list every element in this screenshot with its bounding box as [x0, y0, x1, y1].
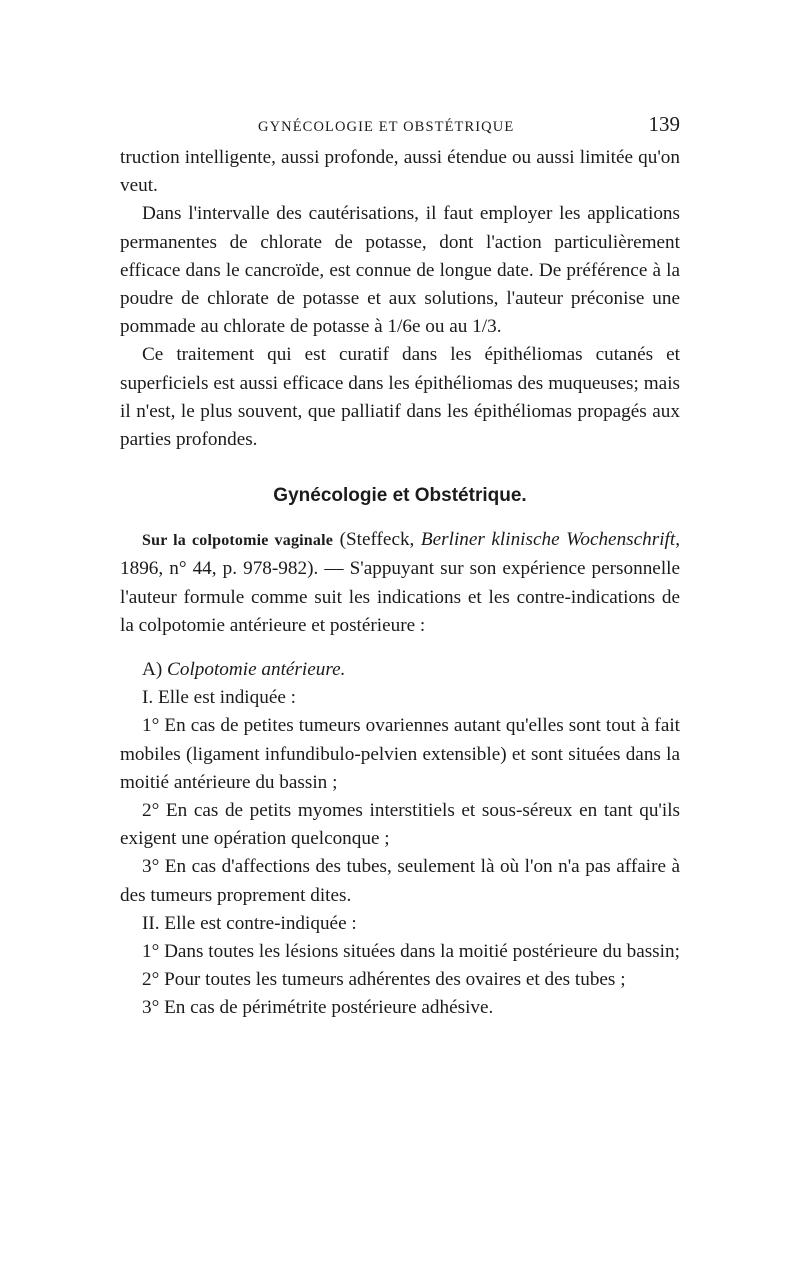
article-citation: , 1896, n° 44, p. 978-982). — S'appuyant sur son expérience personnelle l'auteur formule comme suit les indications et les contre-indications de la colpotomie antérieure et postérieure : — [120, 529, 681, 636]
subsection-a — [120, 656, 680, 684]
section-heading: Gynécologie et Obstétrique. — [273, 485, 527, 507]
subsection-a-title: Colpotomie antérieure. — [167, 659, 346, 681]
part2-item1: 1° Dans toutes les lésions situées dans la moitié postérieure du bassin; — [142, 941, 680, 963]
paragraph-cauterisations: Dans l'intervalle des cautérisations, il faut employer les applications permanentes de chlorate de potasse, dont l'action particulièrement efficace dans le cancroïde, est connue de longue date. De préférence à la poudre de chlorate de potasse et aux solutions, l'auteur préconise une pommade au chlorate de potasse à 1/6e ou au 1/3. — [120, 203, 680, 338]
part2-item3: 3° En cas de périmétrite postérieure adhésive. — [142, 997, 494, 1019]
part1-item2: 2° En cas de petits myomes interstitiels et sous-séreux en tant qu'ils exigent une opération quelconque ; — [120, 800, 680, 850]
article-title: Sur la colpotomie vaginale — [142, 532, 334, 550]
book-page — [120, 112, 680, 1023]
paragraph-traitement: Ce traitement qui est curatif dans les épithéliomas cutanés et superficiels est aussi efficace dans les épithéliomas des muqueuses; mais il n'est, le plus souvent, que palliatif dans les épithéliomas propagés aux parties profondes. — [120, 344, 680, 451]
article-intro — [120, 526, 680, 640]
paragraph-continuation: truction intelligente, aussi profonde, aussi étendue ou aussi limitée qu'on veut. — [120, 147, 680, 197]
article-author: (Steffeck, — [333, 529, 421, 551]
part1-item3: 3° En cas d'affections des tubes, seulement là où l'on n'a pas affaire à des tumeurs proprement dites. — [120, 856, 680, 906]
page-number: 139 — [648, 112, 680, 136]
article-journal: Berliner klinische Wochenschrift — [420, 529, 676, 551]
part1-item1: 1° En cas de petites tumeurs ovariennes autant qu'elles sont tout à fait mobiles (ligament infundibulo-pelvien extensible) et sont situées dans la moitié antérieure du bassin ; — [120, 715, 680, 793]
part2-item2: 2° Pour toutes les tumeurs adhérentes des ovaires et des tubes ; — [142, 969, 626, 991]
running-title: GYNÉCOLOGIE ET OBSTÉTRIQUE — [258, 119, 515, 135]
part2-heading: II. Elle est contre-indiquée : — [142, 912, 357, 934]
subsection-a-label: A) — [142, 659, 168, 681]
part1-heading: I. Elle est indiquée : — [142, 687, 296, 709]
running-head — [120, 112, 680, 142]
